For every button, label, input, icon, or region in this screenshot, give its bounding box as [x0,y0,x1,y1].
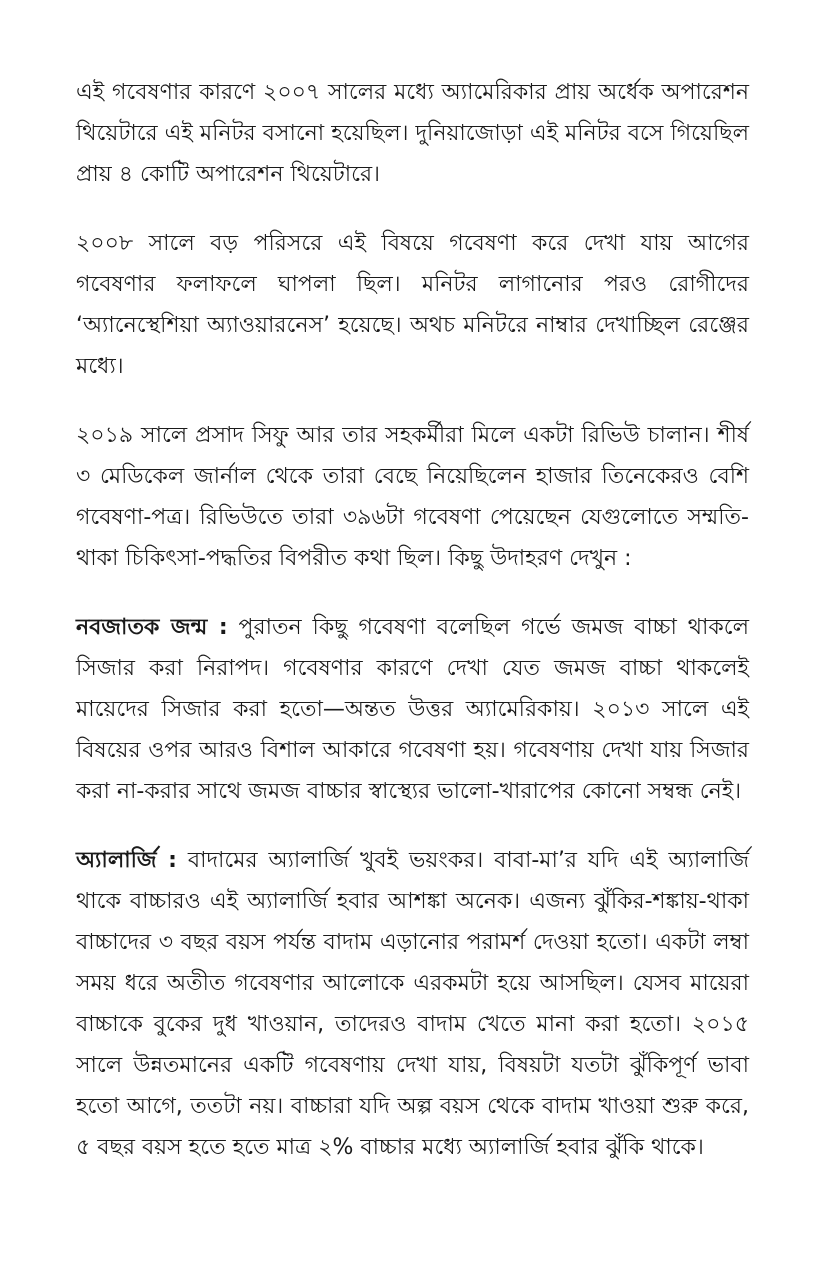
paragraph-2008-study [76,223,749,387]
paragraph-text: ২০১৯ সালে প্রসাদ সিফু আর তার সহকর্মীরা মিলে একটা রিভিউ চালান। শীর্ষ ৩ মেডিকেল জার্নাল থেকে তারা বেছে নিয়েছিলেন হাজার তিনেকেরও বেশি গবেষণা-পত্র। রিভিউতে তারা ৩৯৬টা গবেষণা পেয়েছেন যেগুলোতে সম্মতি-থাকা চিকিৎসা-পদ্ধতির বিপরীত কথা ছিল। কিছু উদাহরণ দেখুন : [76,423,749,571]
paragraph-text: বাদামের অ্যালার্জি খুবই ভয়ংকর। বাবা-মা’র যদি এই অ্যালার্জি থাকে বাচ্চারও এই অ্যালার্জি হবার আশঙ্কা অনেক। এজন্য ঝুঁকির-শঙ্কায়-থাকা বাচ্চাদের ৩ বছর বয়স পর্যন্ত বাদাম এড়ানোর পরামর্শ দেওয়া হতো। একটা লম্বা সময় ধরে অতীত গবেষণার আলোকে এরকমটা হয়ে আসছিল। যেসব মায়েরা বাচ্চাকে বুকের দুধ খাওয়ান, তাদেরও বাদাম খেতে মানা করা হতো। ২০১৫ সালে উন্নতমানের একটি গবেষণায় দেখা যায়, বিষয়টা যতটা ঝুঁকিপূর্ণ ভাবা হতো আগে, ততটা নয়। বাচ্চারা যদি অল্প বয়স থেকে বাদাম খাওয়া শুরু করে, ৫ বছর বয়স হতে হতে মাত্র ২% বাচ্চার মধ্যে অ্যালার্জি হবার ঝুঁকি থাকে। [76,848,750,1160]
paragraph-text: ২০০৮ সালে বড় পরিসরে এই বিষয়ে গবেষণা করে দেখা যায় আগের গবেষণার ফলাফলে ঘাপলা ছিল। মনিটর লাগানোর পরও রোগীদের ‘অ্যানেস্থেশিয়া অ্যাওয়ারনেস’ হয়েছে। অথচ মনিটরে নাম্বার দেখাচ্ছিল রেঞ্জের মধ্যে। [76,231,749,379]
paragraph-monitor-adoption [76,72,749,195]
paragraph-2019-review [76,415,749,579]
paragraph-newborn-birth [76,607,749,812]
paragraph-text: পুরাতন কিছু গবেষণা বলেছিল গর্ভে জমজ বাচ্চা থাকলে সিজার করা নিরাপদ। গবেষণার কারণে দেখা যেত জমজ বাচ্চা থাকলেই মায়েদের সিজার করা হতো—অন্তত উত্তর অ্যামেরিকায়। ২০১৩ সালে এই বিষয়ের ওপর আরও বিশাল আকারে গবেষণা হয়। গবেষণায় দেখা যায় সিজার করা না-করার সাথে জমজ বাচ্চার স্বাস্থ্যের ভালো-খারাপের কোনো সম্বন্ধ নেই। [76,615,749,804]
term-heading: নবজাতক জন্ম : [76,615,228,640]
document-page [76,72,749,1196]
paragraph-allergy [76,840,749,1168]
term-heading: অ্যালার্জি : [76,848,177,873]
paragraph-text: এই গবেষণার কারণে ২০০৭ সালের মধ্যে অ্যামেরিকার প্রায় অর্ধেক অপারেশন থিয়েটারে এই মনিটর বসানো হয়েছিল। দুনিয়াজোড়া এই মনিটর বসে গিয়েছিল প্রায় ৪ কোটি অপারেশন থিয়েটারে। [76,80,749,187]
